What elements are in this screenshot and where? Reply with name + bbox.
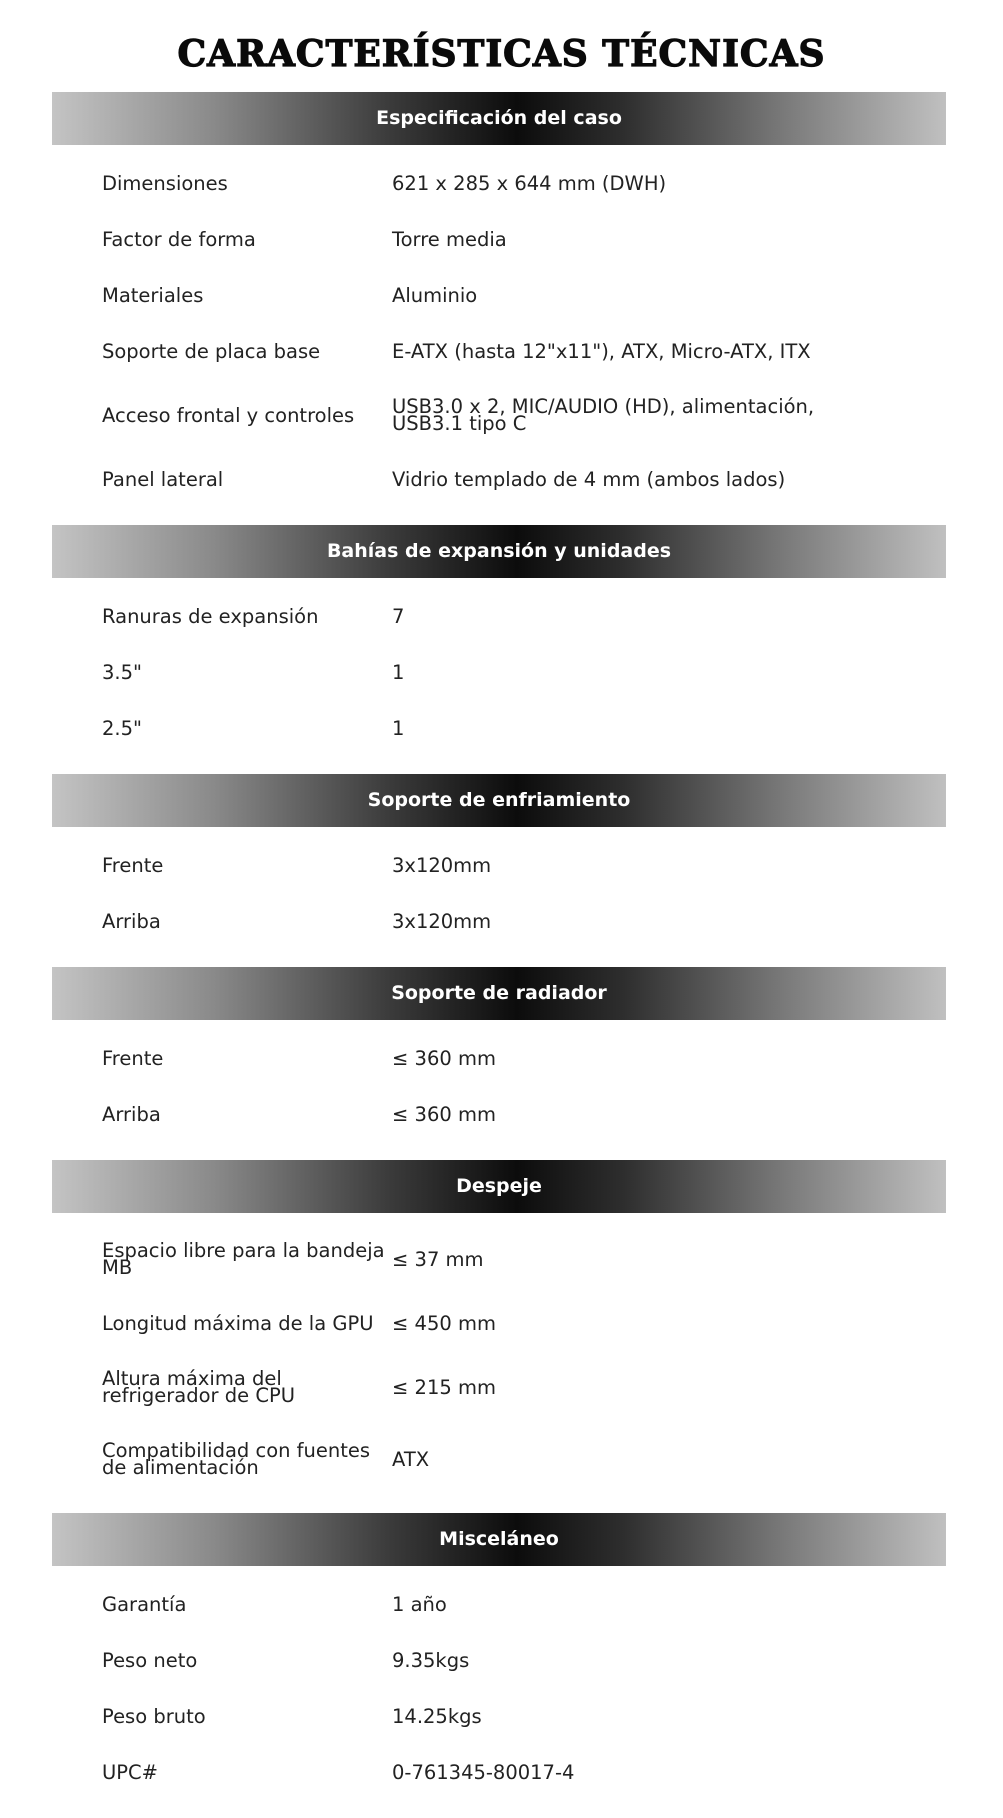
- spec-row: [52, 1576, 946, 1632]
- section-header: Bahías de expansión y unidades: [52, 525, 946, 578]
- spec-value: 9.35kgs: [392, 1648, 470, 1672]
- spec-label: Espacio libre para la bandeja MB: [102, 1239, 385, 1279]
- section-body: [52, 1566, 946, 1818]
- spec-label: Compatibilidad con fuentes de alimentación: [102, 1439, 371, 1479]
- spec-label: Garantía: [102, 1592, 187, 1616]
- spec-row: [52, 211, 946, 267]
- spec-label: Factor de forma: [102, 227, 256, 251]
- spec-label: Peso bruto: [102, 1704, 206, 1728]
- spec-value: 0-761345-80017-4: [392, 1760, 575, 1784]
- spec-row: [52, 451, 946, 507]
- section-header: Soporte de radiador: [52, 967, 946, 1020]
- spec-label: Frente: [102, 853, 164, 877]
- section-body: [52, 827, 946, 967]
- spec-row: [52, 644, 946, 700]
- section-header: Despeje: [52, 1160, 946, 1213]
- spec-label: Ranuras de expansión: [102, 604, 319, 628]
- spec-value: 1 año: [392, 1592, 447, 1616]
- section-body: [52, 145, 946, 525]
- spec-label: UPC#: [102, 1760, 158, 1784]
- section-header: Soporte de enfriamiento: [52, 774, 946, 827]
- spec-label: Arriba: [102, 909, 161, 933]
- spec-value: ≤ 450 mm: [392, 1311, 496, 1335]
- section-clearance: [52, 1160, 946, 1513]
- spec-label: Longitud máxima de la GPU: [102, 1311, 374, 1335]
- spec-row: [52, 323, 946, 379]
- spec-table: [52, 92, 946, 1818]
- spec-value: 14.25kgs: [392, 1704, 482, 1728]
- spec-label: Materiales: [102, 283, 204, 307]
- spec-row: [52, 700, 946, 756]
- section-body: [52, 1020, 946, 1160]
- spec-value: 3x120mm: [392, 909, 492, 933]
- section-cooling-support: [52, 774, 946, 967]
- spec-label: Acceso frontal y controles: [102, 403, 355, 427]
- section-expansion-bays: [52, 525, 946, 774]
- spec-row: [52, 1223, 946, 1295]
- spec-label: Dimensiones: [102, 171, 228, 195]
- spec-row: [52, 1744, 946, 1800]
- spec-value: ATX: [392, 1447, 430, 1471]
- spec-value: 621 x 285 x 644 mm (DWH): [392, 171, 667, 195]
- spec-label: 2.5": [102, 716, 142, 740]
- section-radiator-support: [52, 967, 946, 1160]
- spec-row: [52, 1632, 946, 1688]
- spec-value: 1: [392, 716, 405, 740]
- spec-row: [52, 1688, 946, 1744]
- spec-row: [52, 1030, 946, 1086]
- spec-value: ≤ 360 mm: [392, 1102, 496, 1126]
- page-title: CARACTERÍSTICAS TÉCNICAS: [177, 33, 826, 76]
- spec-value: Torre media: [392, 227, 507, 251]
- spec-row: [52, 837, 946, 893]
- section-body: [52, 1213, 946, 1513]
- spec-value: USB3.0 x 2, MIC/AUDIO (HD), alimentación, USB3.1 tipo C: [392, 395, 815, 435]
- section-miscellaneous: [52, 1513, 946, 1818]
- spec-row: [52, 1086, 946, 1142]
- spec-label: Peso neto: [102, 1648, 198, 1672]
- spec-value: ≤ 360 mm: [392, 1046, 496, 1070]
- section-header: Especificación del caso: [52, 92, 946, 145]
- section-body: [52, 578, 946, 774]
- spec-value: 7: [392, 604, 405, 628]
- spec-row: [52, 267, 946, 323]
- spec-row: [52, 379, 946, 451]
- spec-label: Frente: [102, 1046, 164, 1070]
- spec-value: Vidrio templado de 4 mm (ambos lados): [392, 467, 786, 491]
- spec-value: ≤ 215 mm: [392, 1375, 496, 1399]
- spec-value: 3x120mm: [392, 853, 492, 877]
- section-header: Misceláneo: [52, 1513, 946, 1566]
- spec-label: Soporte de placa base: [102, 339, 321, 363]
- spec-row: [52, 155, 946, 211]
- section-case-specification: [52, 92, 946, 525]
- spec-row: [52, 1295, 946, 1351]
- spec-value: E-ATX (hasta 12"x11"), ATX, Micro-ATX, ITX: [392, 339, 811, 363]
- spec-row: [52, 893, 946, 949]
- spec-value: 1: [392, 660, 405, 684]
- spec-value: ≤ 37 mm: [392, 1247, 484, 1271]
- spec-row: [52, 1423, 946, 1495]
- spec-label: Altura máxima del refrigerador de CPU: [102, 1367, 295, 1407]
- spec-label: Arriba: [102, 1102, 161, 1126]
- spec-value: Aluminio: [392, 283, 478, 307]
- spec-label: Panel lateral: [102, 467, 224, 491]
- spec-label: 3.5": [102, 660, 142, 684]
- spec-row: [52, 588, 946, 644]
- spec-row: [52, 1351, 946, 1423]
